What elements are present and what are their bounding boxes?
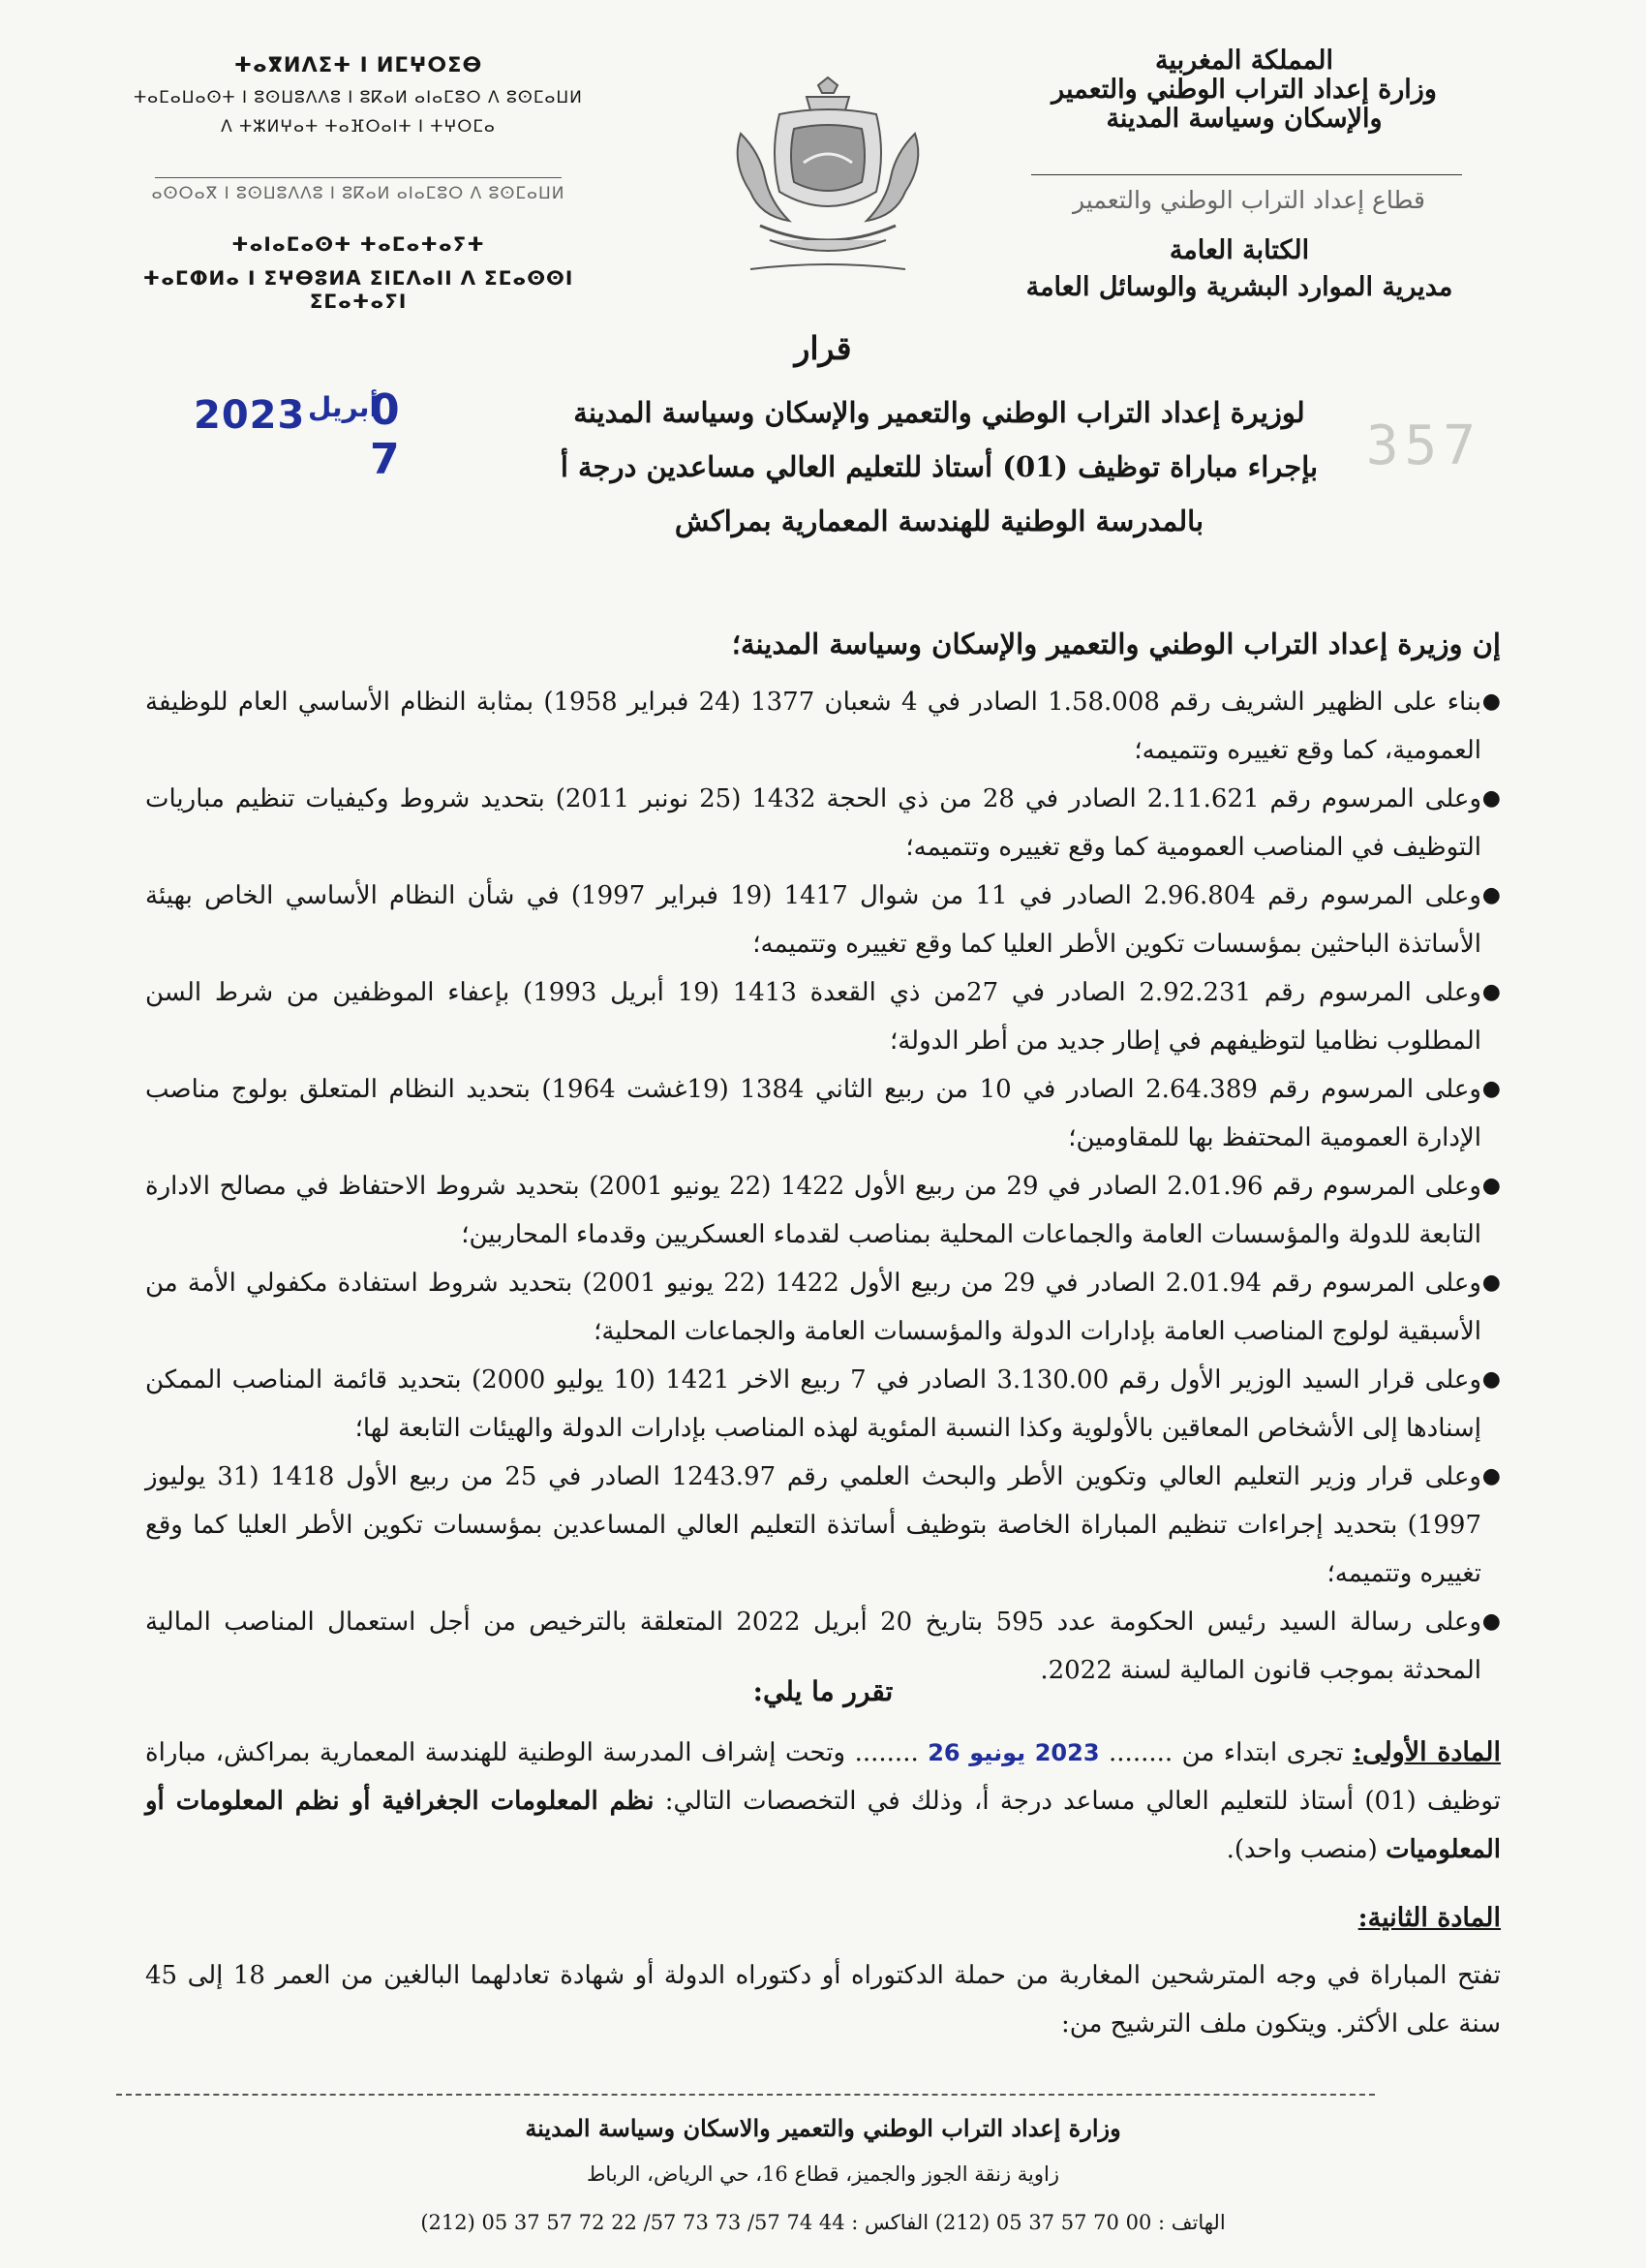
header-divider-left [155,177,562,178]
list-item [145,775,1501,872]
secretariat-block [983,232,1496,306]
list-item [145,1162,1501,1259]
footer-divider [116,2094,1375,2096]
list-item-text: وعلى رسالة السيد رئيس الحكومة عدد 595 بتاريخ 20 أبريل 2022 المتعلقة بالترخيص من أجل استعمال المناصب المالية المحدثة بموجب قانون المالية لسنة 2022. [145,1608,1481,1685]
decision-heading: تقرر ما يلي: [752,1675,894,1707]
list-item-text: وعلى قرار السيد الوزير الأول رقم 3.130.00 الصادر في 7 ربيع الاخر 1421 (10 يوليو 2000) بتحديد قائمة المناصب الممكن إسنادها إلى الأشخاص المعاقين بالأولوية وكذا النسبة المئوية لهذه المناصب بإدارات الدولة والهيئات التابعة لها؛ [145,1365,1481,1443]
article-1-text-b: ........ وتحت إشراف المدرسة الوطنية للهندسة المعمارية بمراكش، مباراة توظيف (01) أستاذ للتعليم العالي مساعد درجة أ، وذلك في التخصصات التالي: [145,1738,1502,1816]
legal-basis-list [145,678,1501,1695]
list-item-text: وعلى قرار وزير التعليم العالي وتكوين الأطر والبحث العلمي رقم 1243.97 الصادر في 25 من ربيع الأول 1418 (31 يوليوز 1997) بتحديد إجراءات تنظيم المباراة الخاصة بتوظيف أساتذة التعليم العالي المساعدين بمؤسسات تكوين الأطر العليا كما وقع تغييره وتتميمه؛ [145,1462,1481,1588]
footer-ministry: وزارة إعداد التراب الوطني والتعمير والاسكان وسياسة المدينة [525,2114,1121,2142]
handwritten-date: 2023 يونيو 26 [928,1739,1100,1766]
bullet-icon: ● [1481,1271,1501,1295]
list-item-text: وعلى المرسوم رقم 2.96.804 الصادر في 11 من شوال 1417 (19 فبراير 1997) في شأن النظام الأساسي الخاص بهيئة الأساتذة الباحثين بمؤسسات تكوين الأطر العليا كما وقع تغييره وتتميمه؛ [145,881,1481,959]
title-line-1: لوزيرة إعداد التراب الوطني والتعمير والإسكان وسياسة المدينة [573,396,1305,429]
directorate-name: مديرية الموارد البشرية والوسائل العامة [1025,272,1453,302]
bullet-icon: ● [1481,1174,1501,1198]
tifinagh-line-4: ⴰⵙⵔⴰⴳ ⵏ ⵓⵙⵡⵓⴷⴷⵓ ⵏ ⵓⴽⴰⵍ ⴰⵏⴰⵎⵓⵔ ⴷ ⵓⵙⵎⴰⵡⵍ [151,184,565,203]
kingdom-name: المملكة المغربية [1154,46,1334,76]
list-item-text: بناء على الظهير الشريف رقم 1.58.008 الصادر في 4 شعبان 1377 (24 فبراير 1958) بمثابة النظام الأساسي العام للوظيفة العمومية، كما وقع تغييره وتتميمه؛ [145,688,1481,765]
article-2-heading: المادة الثانية: [1357,1903,1501,1933]
list-item [145,678,1501,775]
footer-contact: الهاتف : 00 70 57 37 05 (212) الفاكس : 44 74 57/ 73 73 57/ 22 72 57 37 05 (212) [420,2211,1226,2234]
stamp-year: 2023 [194,393,306,438]
list-item [145,1065,1501,1162]
stamp-day: 0 7 [370,385,410,484]
list-item-text: وعلى المرسوم رقم 2.01.96 الصادر في 29 من ربيع الأول 1422 (22 يونيو 2001) بتحديد شروط الاحتفاظ في مصالح الادارة التابعة للدولة والمؤسسات العامة والجماعات المحلية بمناصب لقدماء العسكريين وقدماء المحاربين؛ [145,1172,1481,1249]
list-item [145,872,1501,968]
list-item [145,1453,1501,1598]
bullet-icon: ● [1481,1077,1501,1101]
article-2-text: تفتح المباراة في وجه المترشحين المغاربة من حملة الدكتوراه أو دكتوراه الدولة أو شهادة تعادلهما البالغين من العمر 18 إلى 45 سنة على الأكثر. ويتكون ملف الترشيح من: [145,1961,1501,2038]
bullet-icon: ● [1481,1367,1501,1392]
registration-number: 357 [1365,414,1481,477]
list-item-text: وعلى المرسوم رقم 2.92.231 الصادر في 27من ذي القعدة 1413 (19 أبريل 1993) بإعفاء الموظفين من شرط السن المطلوب نظاميا لتوظيفهم في إطار جديد من أطر الدولة؛ [145,978,1481,1056]
preamble-intro: إن وزيرة إعداد التراب الوطني والتعمير والإسكان وسياسة المدينة؛ [731,628,1501,660]
footer-address: زاوية زنقة الجوز والجميز، قطاع 16، حي الرياض، الرباط [587,2162,1059,2186]
coat-of-arms-emblem [721,76,934,284]
bullet-icon: ● [1481,690,1501,714]
sector-name: قطاع إعداد التراب الوطني والتعمير [1072,186,1425,214]
document-type: قرار [794,329,852,367]
date-stamp [194,385,426,484]
bullet-icon: ● [1481,1609,1501,1634]
bullet-icon: ● [1481,883,1501,907]
ministry-header-arabic [992,46,1496,134]
tifinagh-line-3: ⴷ ⵜⵣⵍⵖⴰⵜ ⵜⴰⴼⵔⴰⵏⵜ ⵏ ⵜⵖⵔⵎⴰ [221,117,496,137]
article-1-text-a: تجرى ابتداء من ........ [1109,1738,1344,1767]
ministry-header-tifinagh [107,53,610,137]
title-line-3: بالمدرسة الوطنية للهندسة المعمارية بمراكش [674,505,1204,537]
header-divider-right [1031,174,1462,175]
decision-title [407,385,1472,548]
article-1 [145,1729,1501,1874]
tifinagh-line-6: ⵜⴰⵎⵀⵍⴰ ⵏ ⵉⵖⴱⵓⵍA ⵉⵏⵎⴷⴰⵏⵏ ⴷ ⵉⵎⴰⵙⵙⵏ ⵉⵎⴰⵜⴰⵢⵏ [142,266,574,313]
list-item-text: وعلى المرسوم رقم 2.01.94 الصادر في 29 من ربيع الأول 1422 (22 يونيو 2001) بتحديد شروط استفادة مكفولي الأمة من الأسبقية لولوج المناصب العامة بإدارات الدولة والمؤسسات العامة والجماعات المحلية؛ [145,1269,1481,1346]
bullet-icon: ● [1481,786,1501,811]
stamp-month: أبريل [308,391,380,423]
article-1-specialty: نظم المعلومات الجغرافية أو نظم المعلومات أو المعلوميات [145,1787,1501,1864]
ministry-name-line2: والإسكان وسياسة المدينة [1106,104,1383,134]
list-item-text: وعلى المرسوم رقم 2.64.389 الصادر في 10 من ربيع الثاني 1384 (19غشت 1964) بتحديد النظام المتعلق بولوج مناصب الإدارة العمومية المحتفظ بها للمقاومين؛ [145,1075,1481,1152]
tifinagh-line-1: ⵜⴰⴳⵍⴷⵉⵜ ⵏ ⵍⵎⵖⵔⵉⴱ [233,53,483,77]
bullet-icon: ● [1481,1464,1501,1488]
title-line-2: بإجراء مباراة توظيف (01) أستاذ للتعليم العالي مساعدين درجة أ [560,450,1319,483]
list-item [145,1356,1501,1453]
secretariat-name: الكتابة العامة [1169,235,1310,265]
list-item [145,1259,1501,1356]
tifinagh-line-5: ⵜⴰⵏⴰⵎⴰⵙⵜ ⵜⴰⵎⴰⵜⴰⵢⵜ [231,232,485,256]
list-item-text: وعلى المرسوم رقم 2.11.621 الصادر في 28 من ذي الحجة 1432 (25 نونبر 2011) بتحديد شروط وكيفيات تنظيم مباريات التوظيف في المناصب العمومية كما وقع تغييره وتتميمه؛ [145,784,1482,862]
article-1-text-c: (منصب واحد). [1226,1835,1378,1864]
bullet-icon: ● [1481,980,1501,1004]
ministry-name-line1: وزارة إعداد التراب الوطني والتعمير [1052,75,1437,105]
tifinagh-line-2: ⵜⴰⵎⴰⵡⴰⵙⵜ ⵏ ⵓⵙⵡⵓⴷⴷⵓ ⵏ ⵓⴽⴰⵍ ⴰⵏⴰⵎⵓⵔ ⴷ ⵓⵙⵎⴰⵡⵍ [134,88,583,107]
article-1-heading: المادة الأولى: [1352,1737,1501,1767]
list-item [145,968,1501,1065]
